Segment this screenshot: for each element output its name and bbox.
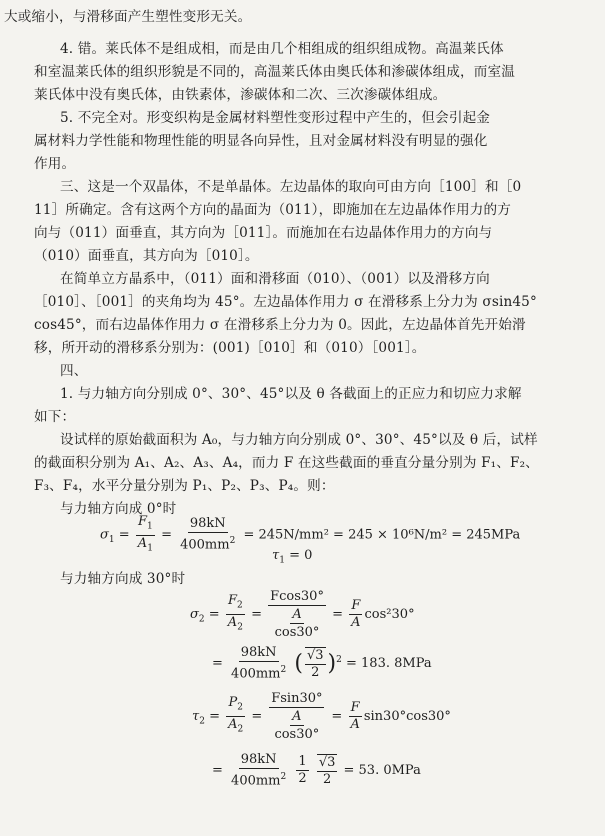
text-line-9: 11］所确定。含有这两个方向的晶面为（011），即施加在左边晶体作用力的方: [34, 202, 511, 218]
equation-tau2-result: = $\frac{98kN}{400mm^2}$ $\frac{1}{2}$ $\frac{√3}{2}$ = 53. 0MPa: [212, 752, 421, 789]
section-heading-four: 四、: [60, 363, 88, 379]
text-line-12: 在简单立方晶系中，（011）面和滑移面（010）、（001）以及滑移方向: [60, 271, 490, 287]
text-line-19: 设试样的原始截面积为 A₀，与力轴方向分别成 0°、30°、45°以及 θ 后，试样: [60, 432, 538, 448]
text-line-21: F₃、F₄，水平分量分别为 P₁、P₂、P₃、P₄。则：: [34, 478, 335, 494]
text-line-11: （010）面垂直，其方向为［010］。: [34, 248, 259, 264]
text-line-1: 大或缩小，与滑移面产生塑性变形无关。: [4, 9, 252, 25]
text-line-20: 的截面积分别为 A₁、A₂、A₃、A₄，而力 F 在这些截面的垂直分量分别为 F₁、F₂、: [34, 455, 539, 471]
text-line-22: 与力轴方向成 0°时: [60, 501, 177, 517]
text-line-15: 移，所开动的滑移系分别为：(001)［010］和（010）［001］。: [34, 340, 426, 356]
equation-sigma2-result: = $\frac{98kN}{400mm^2}$ ( $\frac{√3}{2}$ )$^2$ = 183. 8MPa: [212, 645, 432, 682]
text-line-18: 如下：: [34, 409, 76, 425]
text-line-13: ［010］、［001］的夹角均为 45°。左边晶体作用力 σ 在滑移系上分力为 σsin45°: [34, 294, 537, 310]
equation-sigma2: $\sigma_2$ = $\frac{F_2}{A_2}$ = $\frac{Fcos30^\circ}{\frac{A}{\cos 30^\circ}}$ = $\frac{F}{A}$ cos²30°: [190, 589, 415, 640]
text-line-3: 和室温莱氏体的组织形貌是不同的，高温莱氏体由奥氏体和渗碳体组成，而室温: [34, 64, 516, 80]
text-line-6: 属材料力学性能和物理性能的明显各向异性，且对金属材料没有明显的强化: [34, 133, 488, 149]
text-line-23: 与力轴方向成 30°时: [60, 571, 186, 587]
text-line-8: 三、这是一个双晶体，不是单晶体。左边晶体的取向可由方向［100］和［0: [60, 179, 522, 195]
text-line-14: cos45°，而右边晶体作用力 σ 在滑移系上分力为 0。因此，左边晶体首先开始滑: [34, 317, 526, 333]
equation-tau2: $\tau_2$ = $\frac{P_2}{A_2}$ = $\frac{Fsin30^\circ}{\frac{A}{\cos 30^\circ}}$ = $\frac{F}{A}$ sin30°cos30°: [192, 691, 451, 742]
text-line-17: 1. 与力轴方向分别成 0°、30°、45°以及 θ 各截面上的正应力和切应力求解: [60, 386, 522, 402]
text-line-4: 莱氏体中没有奥氏体，由铁素体，渗碳体和二次、三次渗碳体组成。: [34, 87, 447, 103]
text-line-7: 作用。: [34, 156, 76, 172]
text-line-5: 5. 不完全对。形变织构是金属材料塑性变形过程中产生的，但会引起金: [60, 110, 491, 126]
equation-tau1: $\tau_1 = 0$: [272, 548, 313, 566]
text-line-10: 向与（011）面垂直，其方向为［011］。而施加在右边晶体作用力的方向与: [34, 225, 493, 241]
text-line-2: 4. 错。莱氏体不是组成相，而是由几个相组成的组织组成物。高温莱氏体: [60, 41, 504, 57]
equation-sigma1: $\sigma_1$ = $\frac{F_1}{A_1}$ = $\frac{98kN}{400mm^2}$ = 245N/mm² = 245 × 10⁶N/m² = 245MPa: [100, 514, 521, 554]
